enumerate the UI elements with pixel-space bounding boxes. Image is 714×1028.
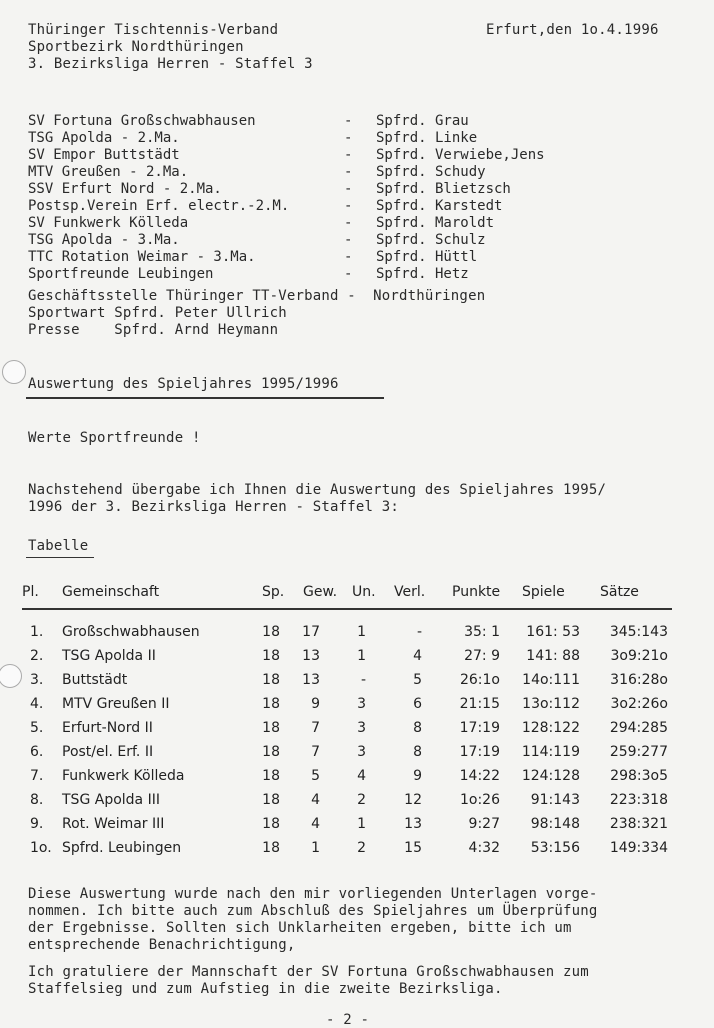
cell-games: 14o:111 <box>522 672 580 688</box>
cell-place: 1. <box>30 624 44 640</box>
cell-points: 4:32 <box>468 840 500 856</box>
cell-games: 161: 53 <box>526 624 580 640</box>
cell-drawn: 3 <box>357 696 366 712</box>
cell-sets: 238:321 <box>609 816 668 832</box>
cell-won: 4 <box>311 816 320 832</box>
intro-line-2: 1996 der 3. Bezirksliga Herren - Staffel 3: <box>28 499 400 515</box>
cell-lost: 9 <box>413 768 422 784</box>
cell-games: 13o:112 <box>522 696 580 712</box>
cell-team: Buttstädt <box>62 672 128 688</box>
club-name: Sportfreunde Leubingen <box>28 266 214 282</box>
footer-line-1: Diese Auswertung wurde nach den mir vorliegenden Unterlagen vorge- <box>28 886 598 902</box>
cell-lost: 6 <box>413 696 422 712</box>
table-row <box>22 840 672 864</box>
cell-points: 17:19 <box>459 744 500 760</box>
cell-lost: 4 <box>413 648 422 664</box>
cell-won: 9 <box>311 696 320 712</box>
cell-drawn: 1 <box>357 624 366 640</box>
cell-sets: 316:28o <box>610 672 668 688</box>
intro-line-1: Nachstehend übergabe ich Ihnen die Auswertung des Spieljahres 1995/ <box>28 482 607 498</box>
cell-played: 18 <box>262 816 280 832</box>
table-row <box>22 768 672 792</box>
club-name: TTC Rotation Weimar - 3.Ma. <box>28 249 256 265</box>
cell-played: 18 <box>262 672 280 688</box>
cell-points: 27: 9 <box>464 648 500 664</box>
cell-drawn: 3 <box>357 744 366 760</box>
header-played: Sp. <box>262 584 285 600</box>
cell-drawn: 2 <box>357 792 366 808</box>
club-dash: - <box>344 130 353 146</box>
club-contact: Spfrd. Schudy <box>376 164 486 180</box>
page-number: - 2 - <box>326 1012 370 1028</box>
federation-name: Thüringer Tischtennis-Verband <box>28 22 279 38</box>
cell-games: 124:128 <box>521 768 580 784</box>
club-name: TSG Apolda - 3.Ma. <box>28 232 180 248</box>
cell-team: Post/el. Erf. II <box>62 744 154 760</box>
cell-sets: 298:3o5 <box>610 768 668 784</box>
cell-played: 18 <box>262 792 280 808</box>
cell-played: 18 <box>262 840 280 856</box>
subject-line: Auswertung des Spieljahres 1995/1996 <box>28 376 339 392</box>
cell-played: 18 <box>262 744 280 760</box>
cell-points: 17:19 <box>459 720 500 736</box>
table-row <box>22 816 672 840</box>
cell-place: 9. <box>30 816 44 832</box>
cell-points: 9:27 <box>468 816 500 832</box>
cell-drawn: 1 <box>357 648 366 664</box>
cell-games: 141: 88 <box>526 648 580 664</box>
cell-sets: 3o2:26o <box>610 696 668 712</box>
club-dash: - <box>344 113 353 129</box>
club-contact: Spfrd. Schulz <box>376 232 486 248</box>
cell-drawn: 4 <box>357 768 366 784</box>
table-row <box>22 720 672 744</box>
cell-lost: 13 <box>404 816 422 832</box>
cell-points: 14:22 <box>459 768 500 784</box>
header-sets: Sätze <box>600 584 639 600</box>
header-lost: Verl. <box>394 584 426 600</box>
cell-place: 5. <box>30 720 44 736</box>
header-drawn: Un. <box>352 584 376 600</box>
cell-place: 4. <box>30 696 44 712</box>
cell-sets: 294:285 <box>609 720 668 736</box>
cell-team: Erfurt-Nord II <box>62 720 153 736</box>
footer-line-2: nommen. Ich bitte auch zum Abschluß des Spieljahres um Überprüfung <box>28 903 598 919</box>
cell-played: 18 <box>262 696 280 712</box>
letter-date: Erfurt,den 1o.4.1996 <box>486 22 659 38</box>
cell-drawn: - <box>360 672 366 688</box>
cell-sets: 345:143 <box>609 624 668 640</box>
cell-team: Rot. Weimar III <box>62 816 165 832</box>
club-dash: - <box>344 215 353 231</box>
subject-underline <box>26 397 384 399</box>
cell-won: 5 <box>311 768 320 784</box>
footer-line-4: entsprechende Benachrichtigung, <box>28 937 296 953</box>
cell-won: 1 <box>311 840 320 856</box>
club-contact: Spfrd. Linke <box>376 130 478 146</box>
cell-place: 3. <box>30 672 44 688</box>
cell-won: 17 <box>302 624 320 640</box>
cell-drawn: 2 <box>357 840 366 856</box>
footer-line-3: der Ergebnisse. Sollten sich Unklarheiten ergeben, bitte ich um <box>28 920 572 936</box>
club-dash: - <box>344 181 353 197</box>
cell-team: Funkwerk Kölleda <box>62 768 185 784</box>
cell-games: 91:143 <box>530 792 580 808</box>
club-dash: - <box>344 198 353 214</box>
header-points: Punkte <box>452 584 501 600</box>
table-row <box>22 696 672 720</box>
header-won: Gew. <box>303 584 338 600</box>
cell-points: 26:1o <box>459 672 500 688</box>
club-dash: - <box>344 164 353 180</box>
cell-place: 6. <box>30 744 44 760</box>
cell-won: 4 <box>311 792 320 808</box>
cell-sets: 149:334 <box>609 840 668 856</box>
table-row <box>22 744 672 768</box>
club-contact: Spfrd. Hetz <box>376 266 469 282</box>
footer-line-6: Staffelsieg und zum Aufstieg in die zweite Bezirksliga. <box>28 981 503 997</box>
cell-drawn: 1 <box>357 816 366 832</box>
club-dash: - <box>344 232 353 248</box>
cell-sets: 223:318 <box>609 792 668 808</box>
cell-team: TSG Apolda III <box>62 792 160 808</box>
table-row <box>22 624 672 648</box>
table-title: Tabelle <box>28 538 89 554</box>
club-name: SV Fortuna Großschwabhausen <box>28 113 256 129</box>
cell-played: 18 <box>262 720 280 736</box>
cell-place: 8. <box>30 792 44 808</box>
table-row <box>22 672 672 696</box>
club-name: SV Empor Buttstädt <box>28 147 180 163</box>
cell-won: 13 <box>302 648 320 664</box>
cell-team: Großschwabhausen <box>62 624 200 640</box>
cell-games: 114:119 <box>521 744 580 760</box>
sportwart-line: Sportwart Spfrd. Peter Ullrich <box>28 305 287 321</box>
cell-games: 98:148 <box>530 816 580 832</box>
club-contact: Spfrd. Verwiebe,Jens <box>376 147 545 163</box>
footer-line-5: Ich gratuliere der Mannschaft der SV Fortuna Großschwabhausen zum <box>28 964 589 980</box>
office-line: Geschäftsstelle Thüringer TT-Verband - Nordthüringen <box>28 288 486 304</box>
table-row <box>22 648 672 672</box>
cell-place: 2. <box>30 648 44 664</box>
cell-drawn: 3 <box>357 720 366 736</box>
club-contact: Spfrd. Maroldt <box>376 215 495 231</box>
cell-points: 35: 1 <box>464 624 500 640</box>
cell-lost: - <box>416 624 422 640</box>
cell-place: 7. <box>30 768 44 784</box>
club-contact: Spfrd. Grau <box>376 113 469 129</box>
cell-points: 21:15 <box>459 696 500 712</box>
club-name: Postsp.Verein Erf. electr.-2.M. <box>28 198 290 214</box>
cell-won: 7 <box>311 744 320 760</box>
club-contact: Spfrd. Blietzsch <box>376 181 511 197</box>
cell-lost: 8 <box>413 744 422 760</box>
punch-hole-mark <box>0 664 22 688</box>
cell-lost: 12 <box>404 792 422 808</box>
table-title-underline <box>26 557 94 558</box>
club-contact: Spfrd. Hüttl <box>376 249 478 265</box>
cell-lost: 8 <box>413 720 422 736</box>
cell-sets: 259:277 <box>609 744 668 760</box>
club-name: SSV Erfurt Nord - 2.Ma. <box>28 181 222 197</box>
cell-team: Spfrd. Leubingen <box>62 840 182 856</box>
club-contact: Spfrd. Karstedt <box>376 198 503 214</box>
club-dash: - <box>344 266 353 282</box>
cell-points: 1o:26 <box>459 792 500 808</box>
cell-won: 13 <box>302 672 320 688</box>
cell-team: MTV Greußen II <box>62 696 170 712</box>
cell-played: 18 <box>262 768 280 784</box>
header-place: Pl. <box>22 584 39 600</box>
cell-place: 1o. <box>30 840 52 856</box>
header-games: Spiele <box>522 584 565 600</box>
cell-games: 53:156 <box>530 840 580 856</box>
punch-hole-mark <box>2 360 26 384</box>
cell-won: 7 <box>311 720 320 736</box>
club-name: MTV Greußen - 2.Ma. <box>28 164 189 180</box>
presse-line: Presse Spfrd. Arnd Heymann <box>28 322 279 338</box>
table-row <box>22 792 672 816</box>
greeting: Werte Sportfreunde ! <box>28 430 201 446</box>
cell-played: 18 <box>262 624 280 640</box>
club-name: TSG Apolda - 2.Ma. <box>28 130 180 146</box>
header-team: Gemeinschaft <box>62 584 160 600</box>
district-name: Sportbezirk Nordthüringen <box>28 39 244 55</box>
league-name: 3. Bezirksliga Herren - Staffel 3 <box>28 56 313 72</box>
club-dash: - <box>344 249 353 265</box>
club-name: SV Funkwerk Kölleda <box>28 215 189 231</box>
cell-games: 128:122 <box>521 720 580 736</box>
club-dash: - <box>344 147 353 163</box>
table-header-row <box>22 584 672 608</box>
cell-sets: 3o9:21o <box>610 648 668 664</box>
cell-lost: 5 <box>413 672 422 688</box>
cell-played: 18 <box>262 648 280 664</box>
cell-team: TSG Apolda II <box>62 648 156 664</box>
table-header-rule <box>22 608 672 610</box>
cell-lost: 15 <box>404 840 422 856</box>
